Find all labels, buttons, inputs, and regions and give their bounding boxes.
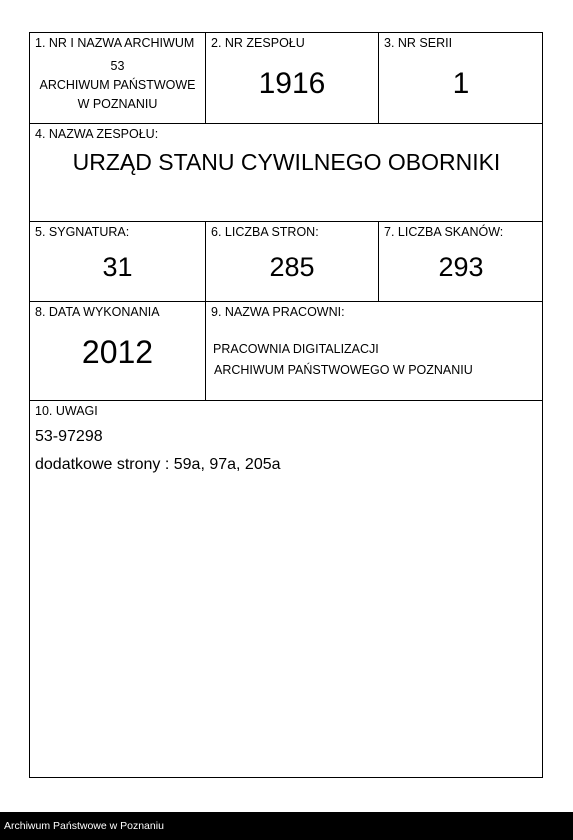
archive-cell <box>30 33 205 123</box>
workshop-label: 9. NAZWA PRACOWNI: <box>211 305 345 319</box>
series-cell <box>379 33 543 123</box>
scans-label: 7. LICZBA SKANÓW: <box>384 225 504 239</box>
note-line1: 53-97298 <box>35 428 103 445</box>
pages-cell <box>206 222 378 301</box>
footer-text: Archiwum Państwowe w Poznaniu <box>4 820 164 832</box>
signature-label: 5. SYGNATURA: <box>35 225 130 239</box>
metadata-card <box>29 32 543 778</box>
notes-label: 10. UWAGI <box>35 404 98 418</box>
scans-cell <box>379 222 543 301</box>
date-label: 8. DATA WYKONANIA <box>35 305 160 319</box>
date-cell <box>30 302 205 400</box>
fond-name-cell <box>30 124 543 221</box>
workshop-name-line2: ARCHIWUM PAŃSTWOWEGO W POZNANIU <box>214 363 473 377</box>
pages-value: 285 <box>269 252 315 282</box>
fond-name-label: 4. NAZWA ZESPOŁU: <box>35 127 159 141</box>
archive-number: 53 <box>110 59 125 73</box>
notes-cell <box>30 401 543 778</box>
series-value: 1 <box>452 67 470 100</box>
scans-value: 293 <box>438 252 484 282</box>
note-line2: dodatkowe strony : 59a, 97a, 205a <box>35 456 281 473</box>
fond-name-value: URZĄD STANU CYWILNEGO OBORNIKI <box>72 149 501 175</box>
series-label: 3. NR SERII <box>384 36 453 50</box>
workshop-cell <box>206 302 543 400</box>
signature-value: 31 <box>102 252 133 282</box>
signature-cell <box>30 222 205 301</box>
footer-bar <box>0 812 573 840</box>
fond-number-cell <box>206 33 378 123</box>
archive-name-line2: W POZNANIU <box>77 97 158 111</box>
workshop-name-line1: PRACOWNIA DIGITALIZACJI <box>213 342 379 356</box>
archive-name-line1: ARCHIWUM PAŃSTWOWE <box>39 78 196 92</box>
fond-number-value: 1916 <box>258 67 326 100</box>
pages-label: 6. LICZBA STRON: <box>211 225 319 239</box>
archive-label: 1. NR I NAZWA ARCHIWUM <box>35 36 195 50</box>
fond-number-label: 2. NR ZESPOŁU <box>211 36 305 50</box>
date-value: 2012 <box>81 334 154 370</box>
